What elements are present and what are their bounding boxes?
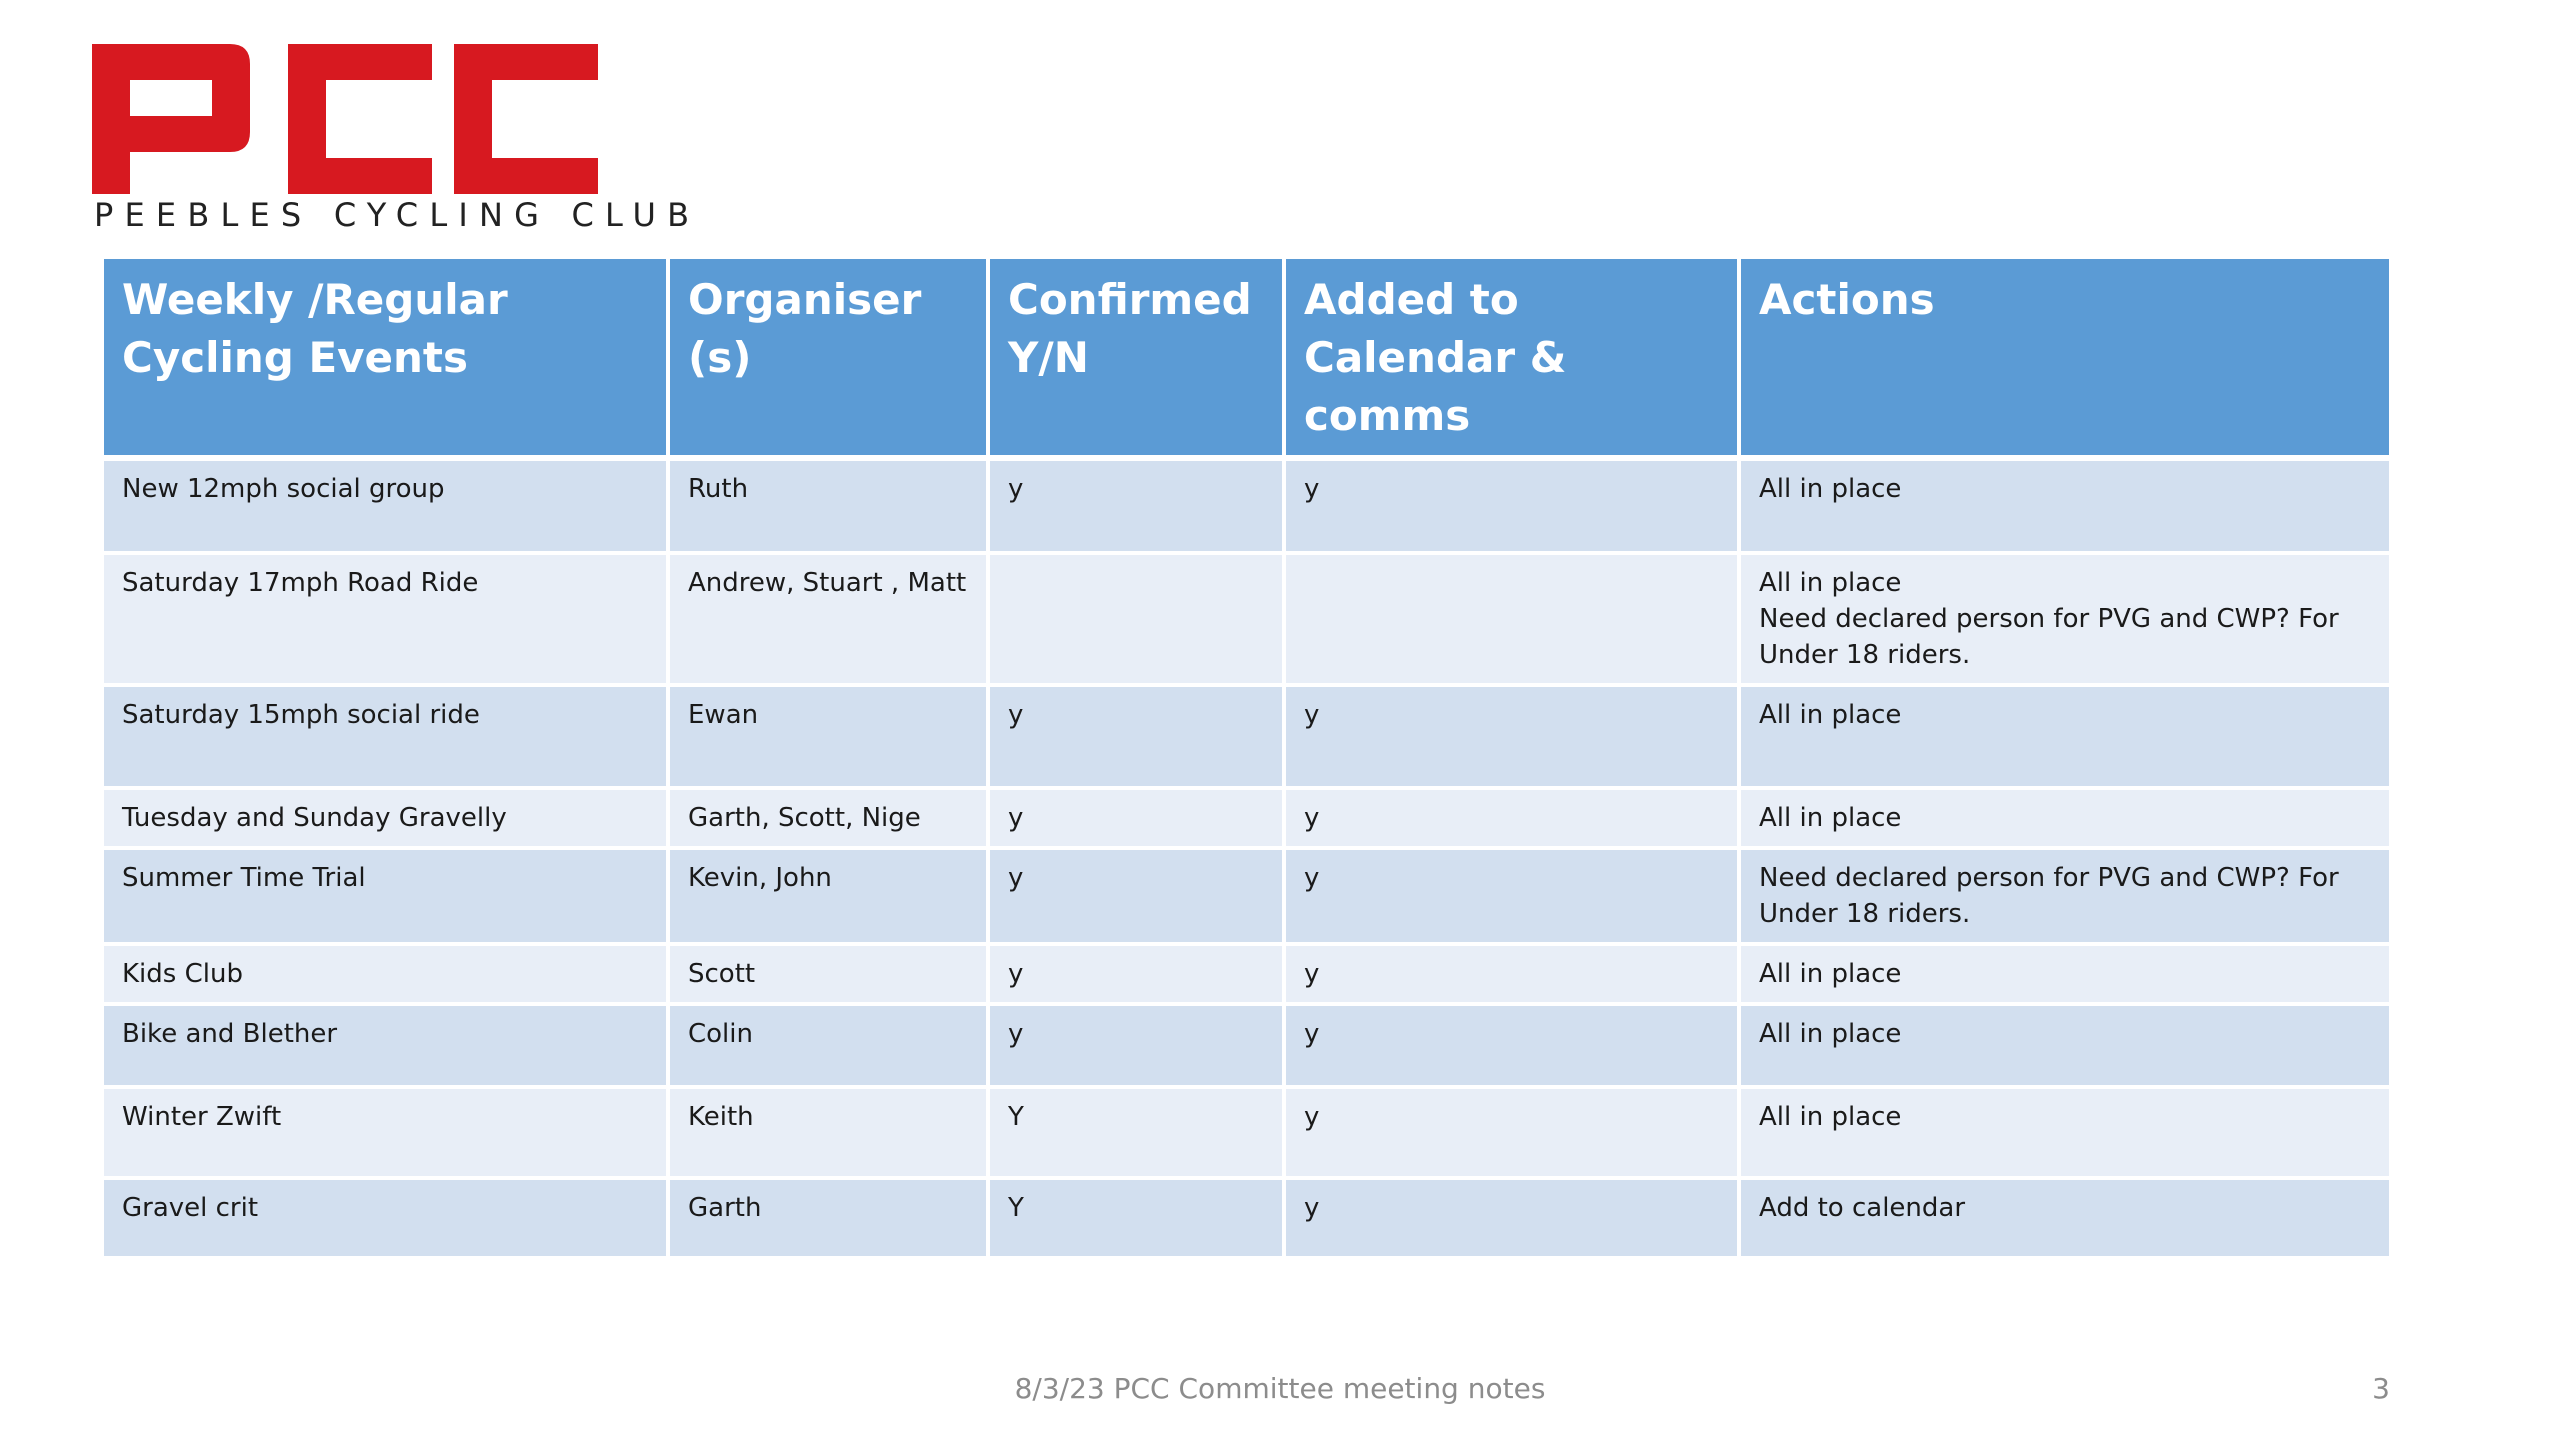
table-row bbox=[104, 555, 2389, 687]
event-cell: Bike and Blether bbox=[104, 1006, 670, 1089]
added-cell: y bbox=[1286, 790, 1741, 850]
organiser-cell: Kevin, John bbox=[670, 850, 990, 946]
slide-page-number: 3 bbox=[2372, 1372, 2390, 1405]
actions-cell: Need declared person for PVG and CWP? For Under 18 riders. bbox=[1741, 850, 2389, 946]
header-actions: Actions bbox=[1741, 259, 2389, 461]
slide-footer: 8/3/23 PCC Committee meeting notes bbox=[1014, 1372, 1546, 1405]
actions-cell: All in place bbox=[1741, 687, 2389, 790]
actions-cell: Add to calendar bbox=[1741, 1180, 2389, 1260]
confirmed-cell: Y bbox=[990, 1089, 1286, 1180]
table-header-row bbox=[104, 259, 2389, 461]
confirmed-cell bbox=[990, 555, 1286, 687]
table-row bbox=[104, 1089, 2389, 1180]
organiser-cell: Ewan bbox=[670, 687, 990, 790]
actions-cell: All in place Need declared person for PVG and CWP? For Under 18 riders. bbox=[1741, 555, 2389, 687]
header-added-to-calendar: Added to Calendar & comms bbox=[1286, 259, 1741, 461]
actions-cell: All in place bbox=[1741, 790, 2389, 850]
table-row bbox=[104, 946, 2389, 1006]
added-cell: y bbox=[1286, 1089, 1741, 1180]
table-row bbox=[104, 1180, 2389, 1260]
event-cell: New 12mph social group bbox=[104, 461, 670, 555]
added-cell: y bbox=[1286, 1180, 1741, 1260]
event-cell: Saturday 17mph Road Ride bbox=[104, 555, 670, 687]
confirmed-cell: y bbox=[990, 1006, 1286, 1089]
confirmed-cell: y bbox=[990, 461, 1286, 555]
organiser-cell: Scott bbox=[670, 946, 990, 1006]
added-cell: y bbox=[1286, 850, 1741, 946]
event-cell: Saturday 15mph social ride bbox=[104, 687, 670, 790]
organiser-cell: Andrew, Stuart , Matt bbox=[670, 555, 990, 687]
added-cell bbox=[1286, 555, 1741, 687]
events-table bbox=[104, 259, 2389, 1260]
organiser-cell: Garth bbox=[670, 1180, 990, 1260]
table-row bbox=[104, 850, 2389, 946]
header-organiser: Organiser (s) bbox=[670, 259, 990, 461]
actions-cell: All in place bbox=[1741, 461, 2389, 555]
confirmed-cell: Y bbox=[990, 1180, 1286, 1260]
organiser-cell: Ruth bbox=[670, 461, 990, 555]
event-cell: Tuesday and Sunday Gravelly bbox=[104, 790, 670, 850]
confirmed-cell: y bbox=[990, 850, 1286, 946]
organiser-cell: Keith bbox=[670, 1089, 990, 1180]
logo-subtitle: PEEBLES CYCLING CLUB bbox=[94, 196, 701, 234]
pcc-logo-mark bbox=[92, 44, 602, 196]
event-cell: Winter Zwift bbox=[104, 1089, 670, 1180]
table-row bbox=[104, 687, 2389, 790]
table-row bbox=[104, 461, 2389, 555]
organiser-cell: Garth, Scott, Nige bbox=[670, 790, 990, 850]
table-row bbox=[104, 1006, 2389, 1089]
added-cell: y bbox=[1286, 461, 1741, 555]
added-cell: y bbox=[1286, 687, 1741, 790]
club-logo bbox=[92, 44, 701, 234]
actions-cell: All in place bbox=[1741, 1089, 2389, 1180]
header-confirmed: Confirmed Y/N bbox=[990, 259, 1286, 461]
confirmed-cell: y bbox=[990, 687, 1286, 790]
event-cell: Kids Club bbox=[104, 946, 670, 1006]
added-cell: y bbox=[1286, 1006, 1741, 1089]
event-cell: Gravel crit bbox=[104, 1180, 670, 1260]
event-cell: Summer Time Trial bbox=[104, 850, 670, 946]
table-row bbox=[104, 790, 2389, 850]
header-events: Weekly /Regular Cycling Events bbox=[104, 259, 670, 461]
actions-cell: All in place bbox=[1741, 946, 2389, 1006]
confirmed-cell: y bbox=[990, 790, 1286, 850]
added-cell: y bbox=[1286, 946, 1741, 1006]
confirmed-cell: y bbox=[990, 946, 1286, 1006]
actions-cell: All in place bbox=[1741, 1006, 2389, 1089]
organiser-cell: Colin bbox=[670, 1006, 990, 1089]
